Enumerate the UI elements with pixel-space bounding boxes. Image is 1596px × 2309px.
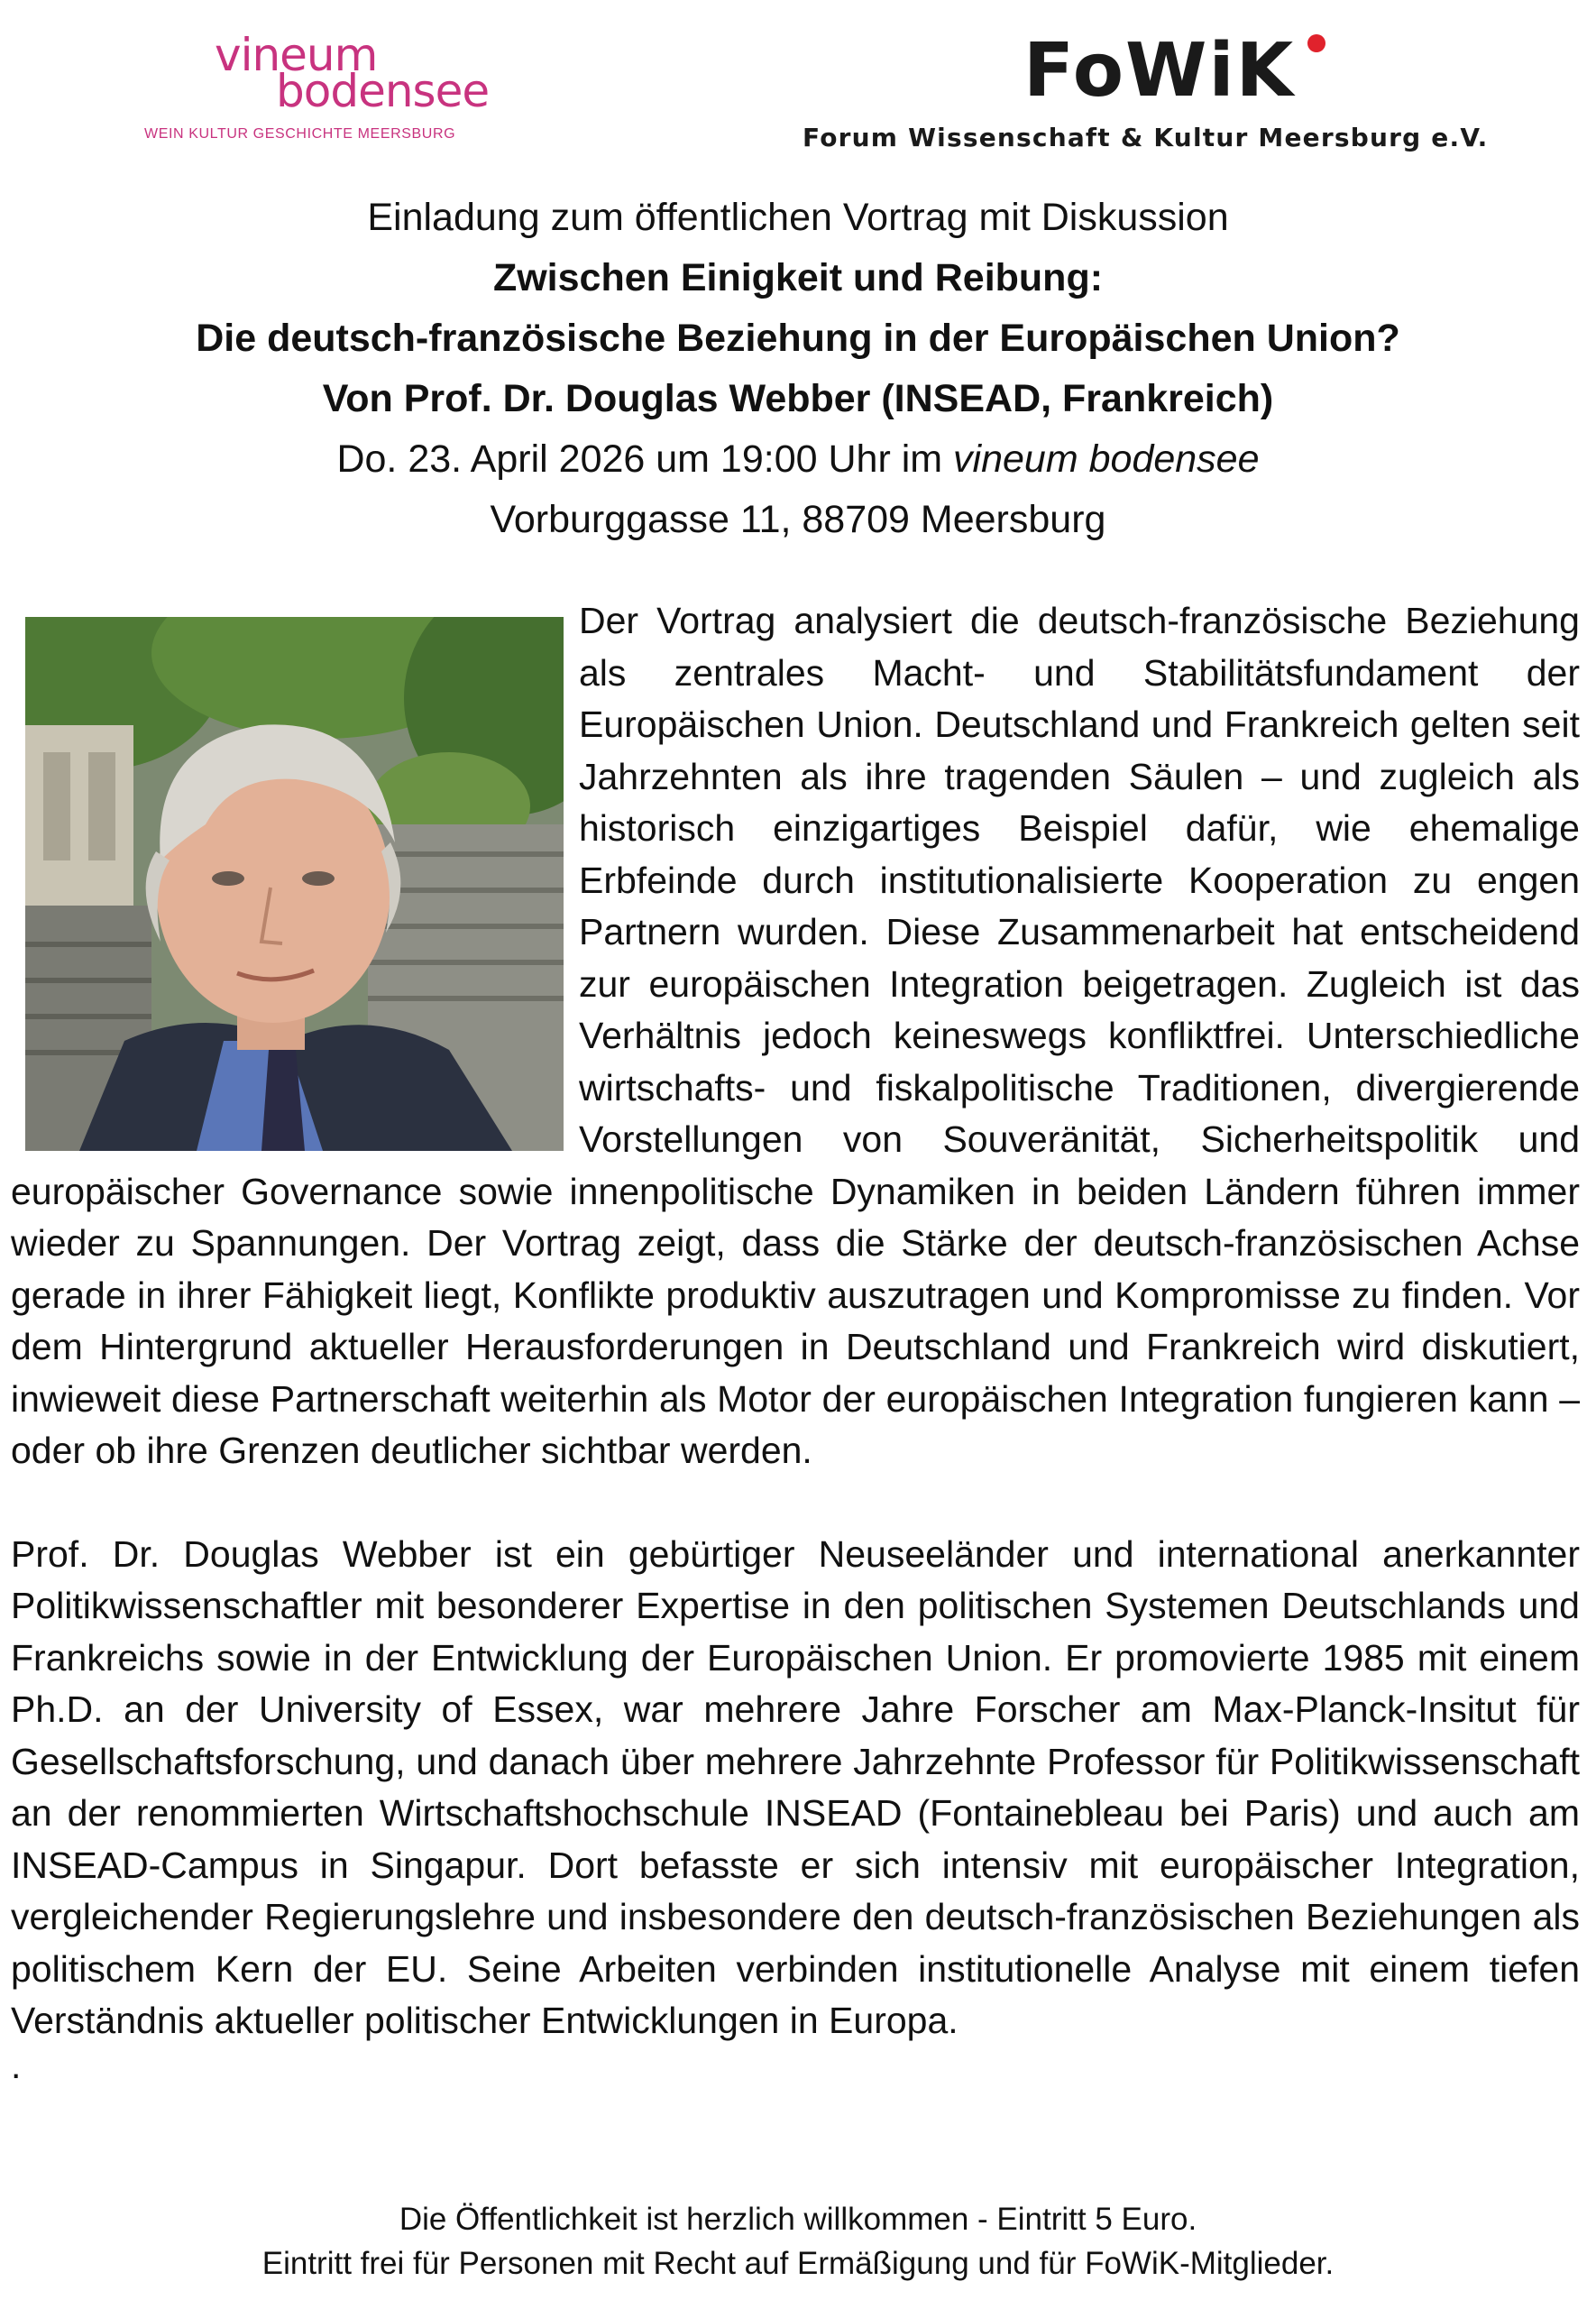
speaker-biography: Prof. Dr. Douglas Webber ist ein gebürtiger Neuseeländer und international anerkannter Politikwissenschaftler mit besonderer Expertise in den politischen Systemen Deutschlands und Frankreichs sowie in der Entwicklung der Europäischen Union. Er promovierte 1985 mit einem Ph.D. an der University of Essex, war mehrere Jahre Forscher am Max-Planck-Insitut für Gesellschaftsforschung, und danach über mehrere Jahrzehnte Professor für Politikwissenschaft an der renommierten Wirtschaftshochschule INSEAD (Fontainebleau bei Paris) und auch am INSEAD-Campus in Singapur. Dort befasste er sich intensiv mit europäischer Integration, vergleichender Regierungslehre und insbesondere den deutsch-französischen Beziehungen als politischem Kern der EU. Seine Arbeiten verbinden institutionelle Analyse mit einem tiefen Verständnis aktueller politischer Entwicklungen in Europa.	[11, 1532, 1580, 2041]
date-line	[0, 429, 1596, 490]
admission-line-1: Die Öffentlichkeit ist herzlich willkommen - Eintritt 5 Euro.	[399, 2202, 1197, 2237]
lecture-description: Der Vortrag analysiert die deutsch-französische Beziehung als zentrales Macht- und Stabilitätsfundament der Europäischen Union. Deutschland und Frankreich gelten seit Jahrzehnten als ihre tragenden Säulen – und zugleich als historisch einzigartiges Beispiel dafür, wie ehemalige Erbfeinde durch institutionalisierte Kooperation zu engen Partnern wurden. Diese Zusammenarbeit hat entscheidend zur europäischen Integration beigetragen. Zugleich ist das Verhältnis jedoch keineswegs konfliktfrei. Unterschiedliche wirtschafts- und fiskalpolitische Traditionen, divergierende Vorstellungen von Souveränität, Sicherheitspolitik und europäischer Governance sowie innenpolitische Dynamiken in beiden Ländern führen immer wieder zu Spannungen. Der Vortrag zeigt, dass die Stärke der deutsch-französischen Achse gerade in ihrer Fähigkeit liegt, Konflikte produktiv auszutragen und Kompromisse zu finden. Vor dem Hintergrund aktueller Herausforderungen in Deutschland und Frankreich wird diskutiert, inwieweit diese Partnerschaft weiterhin als Motor der europäischen Integration fungieren kann – oder ob ihre Grenzen deutlicher sichtbar werden.	[11, 600, 1580, 1471]
fowik-logo	[793, 27, 1506, 153]
title-line-2: Die deutsch-französische Beziehung in der Europäischen Union?	[196, 317, 1400, 360]
date-text: Do. 23. April 2026 um 19:00 Uhr im	[336, 437, 954, 481]
invitation-header	[0, 188, 1596, 550]
fowik-logo-name: FoWiK	[1023, 28, 1296, 114]
venue-name: vineum bodensee	[953, 437, 1260, 481]
title-line-1: Zwischen Einigkeit und Reibung:	[492, 256, 1104, 299]
fowik-logo-subtitle: Forum Wissenschaft & Kultur Meersburg e.V.	[803, 123, 1489, 152]
logo-word-vineum: vineum	[215, 29, 378, 81]
logo-word-bodensee: bodensee	[276, 65, 490, 117]
speaker-line: Von Prof. Dr. Douglas Webber (INSEAD, Frankreich)	[322, 377, 1274, 420]
fowik-logo-dot-icon	[1307, 34, 1325, 52]
invitation-line: Einladung zum öffentlichen Vortrag mit Diskussion	[367, 196, 1229, 239]
vineum-bodensee-logo	[135, 27, 550, 153]
logo-tagline: WEIN KULTUR GESCHICHTE MEERSBURG	[144, 126, 456, 142]
photo-wrap-spacer	[11, 595, 579, 1145]
article-body	[11, 595, 1580, 2084]
trailing-dot: .	[11, 2044, 22, 2086]
address-line: Vorburggasse 11, 88709 Meersburg	[490, 498, 1106, 541]
admission-footer	[0, 2197, 1596, 2286]
admission-line-2: Eintritt frei für Personen mit Recht auf Ermäßigung und für FoWiK-Mitglieder.	[261, 2246, 1335, 2281]
